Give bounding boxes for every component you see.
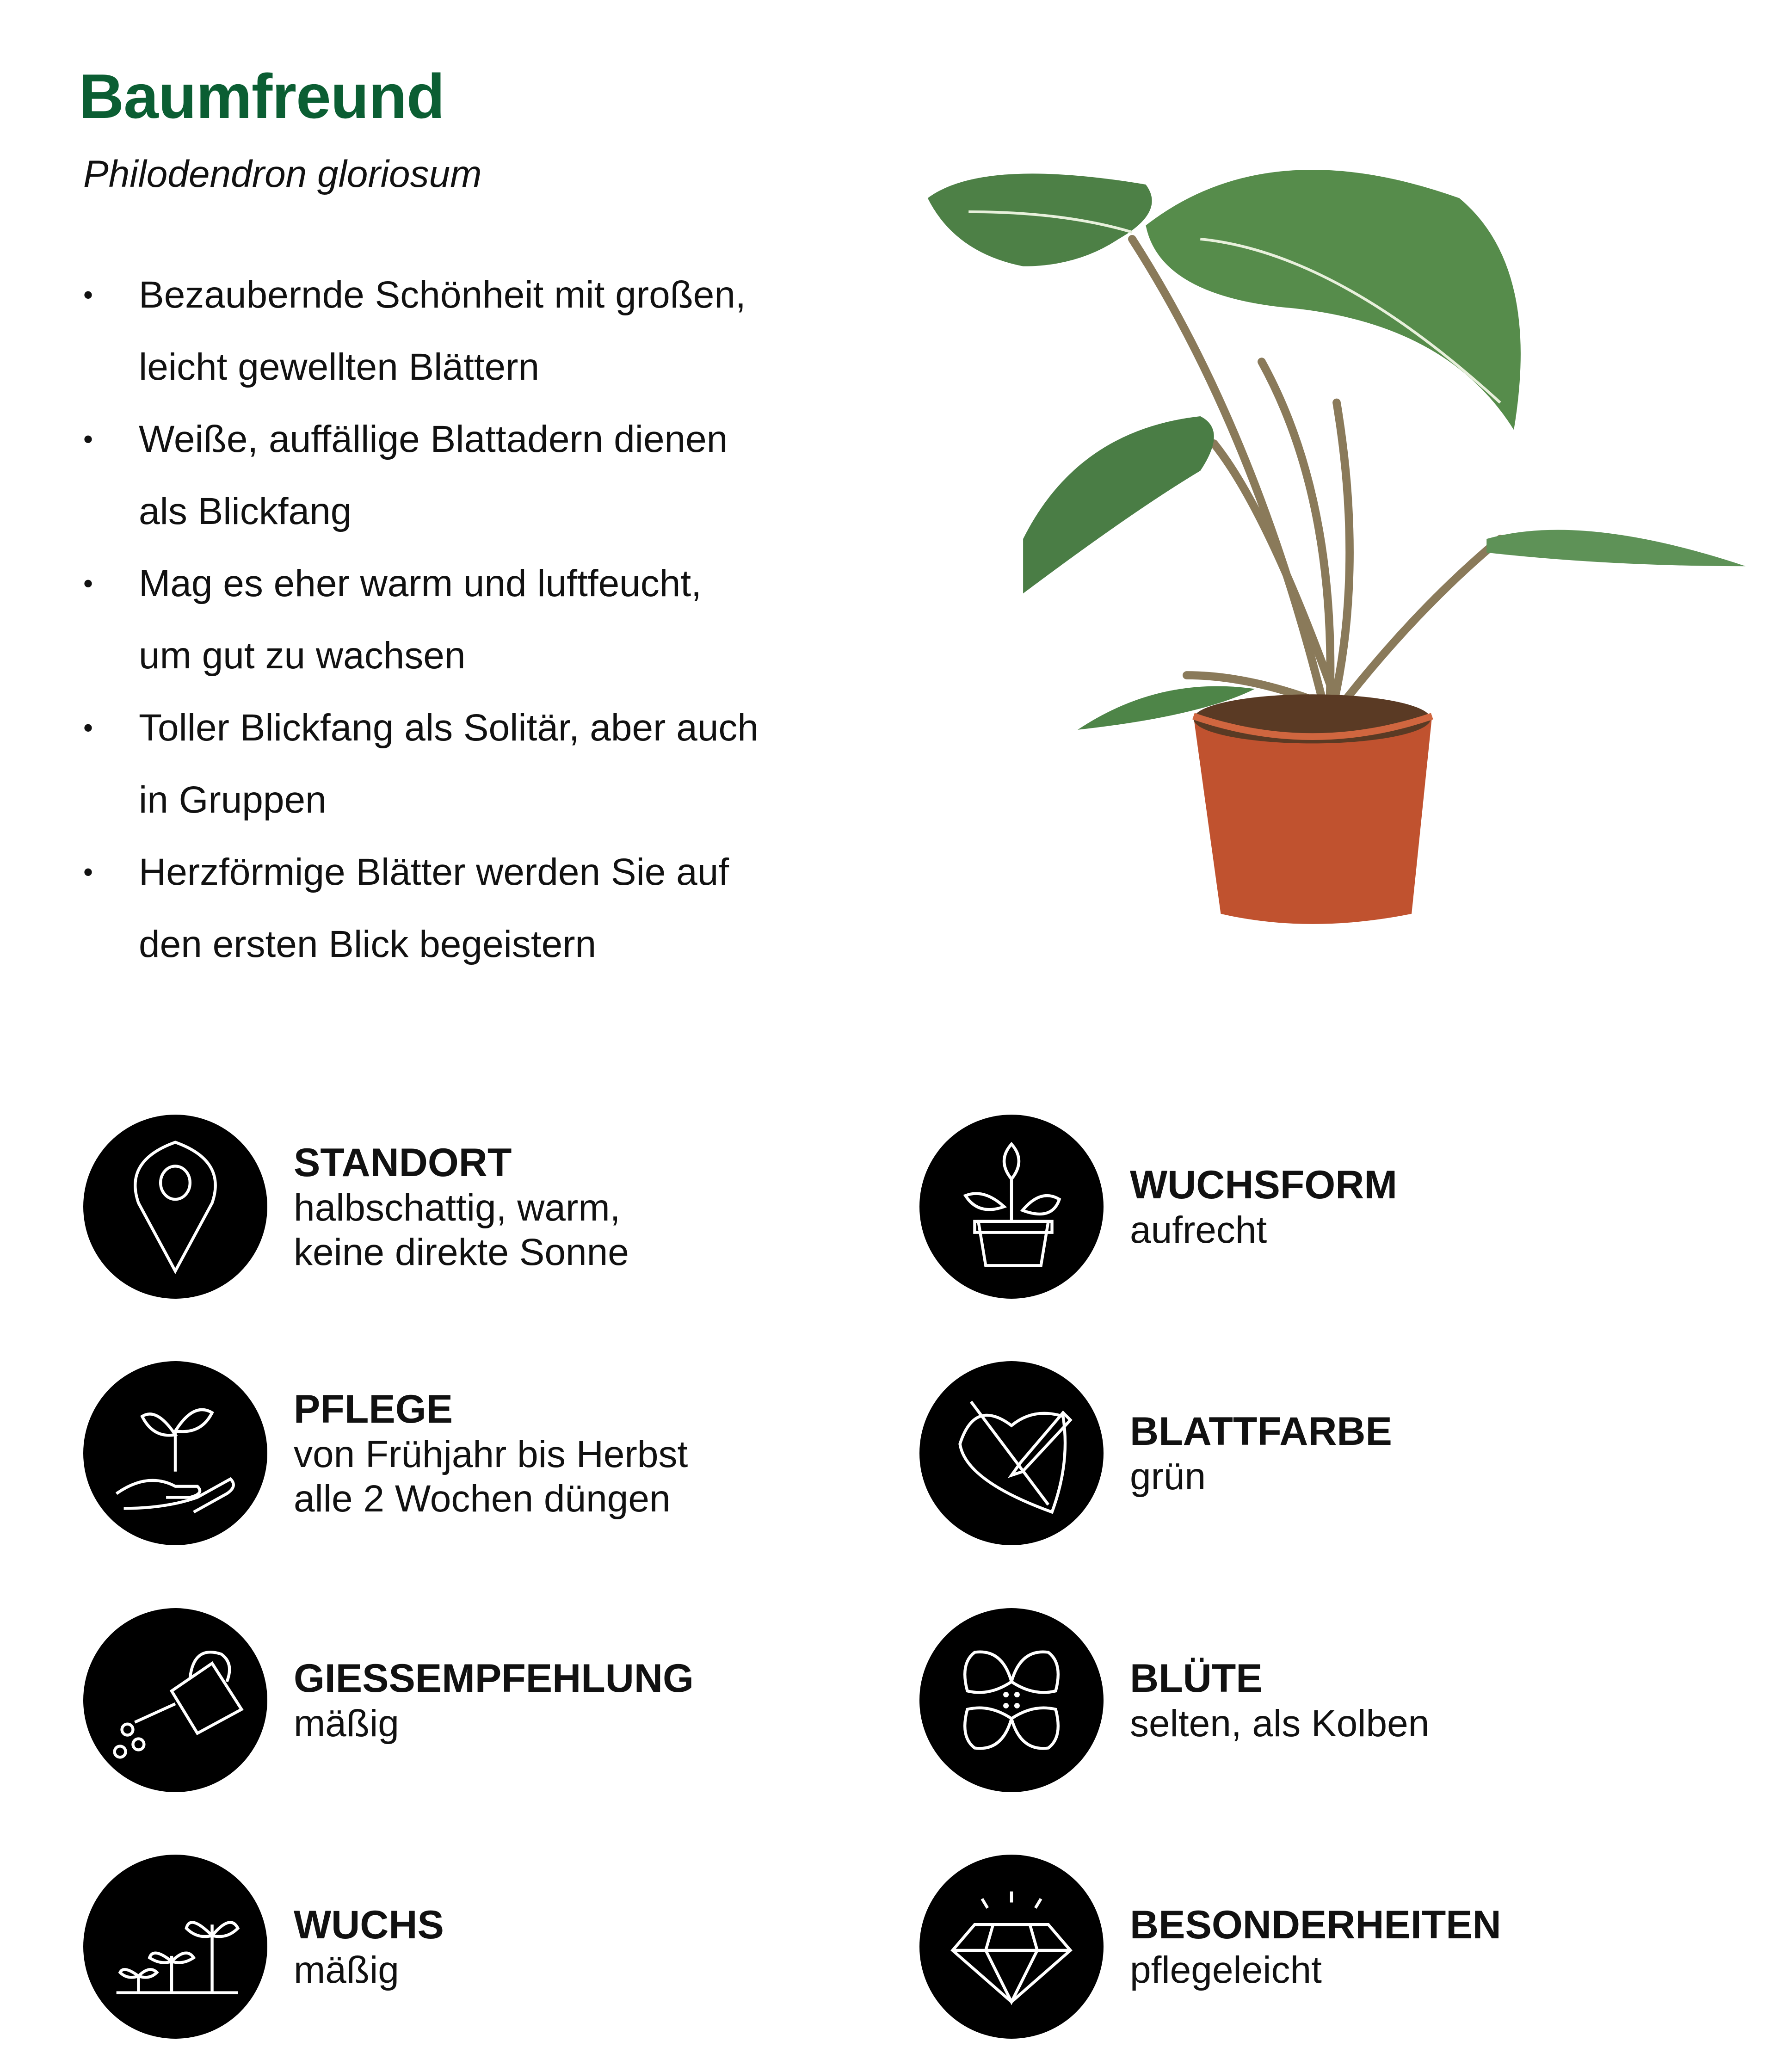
bullet-item: • Bezaubernde Schönheit mit großen, leicht gewellten Blättern <box>79 259 819 403</box>
potted-plant-icon <box>919 1115 1104 1299</box>
bullet-item: • Mag es eher warm und luftfeucht, um gut zu wachsen <box>79 548 819 692</box>
feature-wuchs: WUCHS mäßig <box>83 1855 870 2040</box>
bullet-item: • Herzförmige Blätter werden Sie auf den ersten Blick begeistern <box>79 836 819 980</box>
feature-wuchsform: WUCHSFORM aufrecht <box>919 1115 1706 1300</box>
diamond-icon <box>919 1855 1104 2039</box>
feature-besonderheiten: BESONDERHEITEN pflegeleicht <box>919 1855 1706 2040</box>
bullet-icon: • <box>83 712 93 743</box>
bullet-icon: • <box>83 568 93 599</box>
feature-giessempfehlung: GIESSEMPFEHLUNG mäßig <box>83 1608 870 1793</box>
bullet-icon: • <box>83 424 93 455</box>
sprouts-icon <box>83 1855 267 2039</box>
bullet-icon: • <box>83 857 93 888</box>
page-title: Baumfreund <box>79 61 444 131</box>
plant-image <box>925 157 1748 934</box>
feature-pflege: PFLEGE von Frühjahr bis Herbst alle 2 Wochen düngen <box>83 1361 870 1546</box>
botanical-name: Philodendron gloriosum <box>83 153 482 195</box>
feature-bluete: BLÜTE selten, als Kolben <box>919 1608 1706 1793</box>
bullet-item: • Toller Blickfang als Solitär, aber auch in Gruppen <box>79 692 819 836</box>
feature-standort: STANDORT halbschattig, warm, keine direkte Sonne <box>83 1115 870 1300</box>
bullet-item: • Weiße, auffällige Blattadern dienen als Blickfang <box>79 403 819 548</box>
location-pin-icon <box>83 1115 267 1299</box>
flower-icon <box>919 1608 1104 1792</box>
leaf-brush-icon <box>919 1361 1104 1545</box>
bullet-icon: • <box>83 279 93 310</box>
feature-blattfarbe: BLATTFARBE grün <box>919 1361 1706 1546</box>
watering-can-icon <box>83 1608 267 1792</box>
feature-bullet-list <box>79 259 819 980</box>
hand-seedling-icon <box>83 1361 267 1545</box>
